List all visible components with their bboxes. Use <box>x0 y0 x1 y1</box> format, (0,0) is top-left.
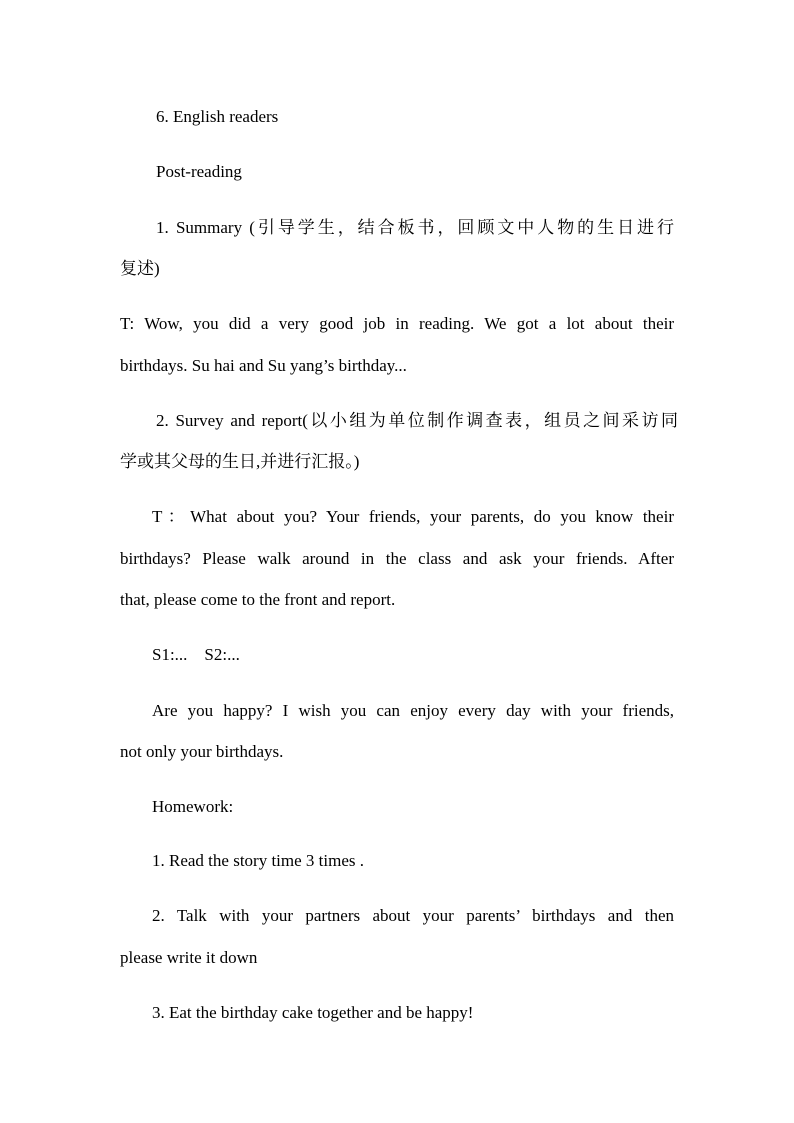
teacher-dialogue-line-1: T: Wow, you did a very good job in reading. We got a lot about their <box>120 314 674 333</box>
homework-item-1: 1. Read the story time 3 times . <box>152 851 364 870</box>
summary-item-line-2: 复述) <box>120 259 160 278</box>
homework-item-2-line-2: please write it down <box>120 948 258 967</box>
teacher-question-line-3: that, please come to the front and report. <box>120 590 396 609</box>
student-responses: S1:... S2:... <box>152 645 240 664</box>
summary-item-line-1: 1. Summary (引导学生，结合板书，回顾文中人物的生日进行 <box>156 218 674 237</box>
homework-heading: Homework: <box>152 797 234 816</box>
homework-item-3: 3. Eat the birthday cake together and be happy! <box>152 1003 474 1022</box>
homework-item-2-line-1: 2. Talk with your partners about your parents’ birthdays and then <box>152 906 674 925</box>
survey-item-line-1: 2. Survey and report(以小组为单位制作调查表，组员之间采访同 <box>156 411 678 430</box>
section-heading-english-readers: 6. English readers <box>156 107 279 126</box>
teacher-question-line-1: T：What about you? Your friends, your parents, do you know their <box>152 507 674 526</box>
teacher-question-line-2: birthdays? Please walk around in the class and ask your friends. After <box>120 549 674 568</box>
survey-item-line-2: 学或其父母的生日,并进行汇报。) <box>120 452 360 471</box>
closing-remark-line-1: Are you happy? I wish you can enjoy every day with your friends, <box>152 701 674 720</box>
teacher-dialogue-line-2: birthdays. Su hai and Su yang’s birthday... <box>120 356 407 375</box>
closing-remark-line-2: not only your birthdays. <box>120 742 284 761</box>
section-heading-post-reading: Post-reading <box>156 162 242 181</box>
